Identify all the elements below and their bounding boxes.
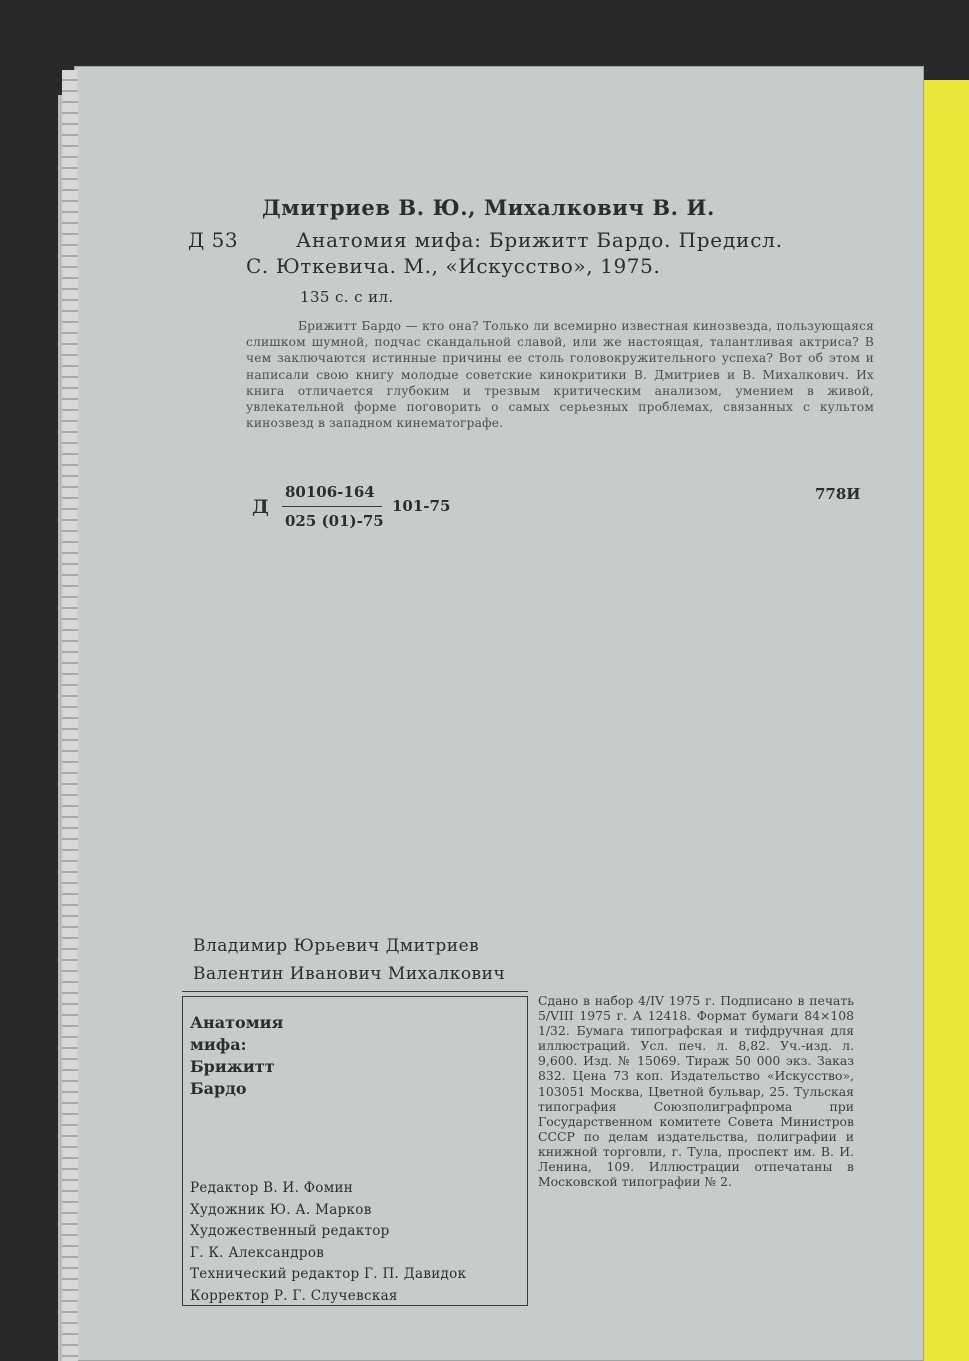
index-fraction-top: 80106-164 (285, 483, 375, 501)
credit-line: Редактор В. И. Фомин (190, 1180, 354, 1196)
credit-line: Художественный редактор (190, 1223, 390, 1239)
catalog-pages: 135 с. с ил. (300, 288, 394, 306)
index-fraction-right: 101-75 (392, 497, 451, 515)
catalog-authors: Дмитриев В. Ю., Михалкович В. И. (262, 195, 715, 220)
credit-line: Корректор Р. Г. Случевская (190, 1287, 398, 1304)
catalog-title-line-1: Анатомия мифа: Брижитт Бардо. Предисл. (296, 228, 783, 252)
catalog-title-line-2: С. Юткевича. М., «Искусство», 1975. (246, 254, 661, 278)
credit-line: Технический редактор Г. П. Давидок (190, 1266, 467, 1282)
classification-code: 778И (815, 485, 861, 503)
index-letter: Д (252, 496, 269, 518)
credit-line: Художник Ю. А. Марков (190, 1201, 372, 1218)
author-1-full-name: Владимир Юрьевич Дмитриев (193, 936, 480, 956)
book-title-line: Брижитт (190, 1057, 275, 1076)
book-title-line: Анатомия (190, 1013, 284, 1032)
imprint-book-title (190, 1012, 283, 1100)
index-fraction-bottom: 025 (01)-75 (285, 512, 384, 530)
author-2-full-name: Валентин Иванович Михалкович (193, 964, 506, 984)
catalog-code: Д 53 (188, 228, 239, 252)
imprint-top-rule (182, 991, 528, 992)
fraction-bar (282, 506, 382, 507)
imprint-colophon: Сдано в набор 4/IV 1975 г. Подписано в печать 5/VIII 1975 г. А 12418. Формат бумаги 84×108 1/32. Бумага типографская и тифдручная для иллюстраций. Усл. печ. л. 8,82. Уч.-изд. л. 9,600. Изд. № 15069. Тираж 50 000 экз. Заказ 832. Цена 73 коп. Издательство «Искусство», 103051 Москва, Цветной бульвар, 25. Тульская типография Союзполиграфпрома при Государственном комитете Совета Министров СССР по делам издательства, полиграфии и книжной торговли, г. Тула, проспект им. В. И. Ленина, 109. Иллюстрации отпечатаны в Московской типографии № 2. (538, 993, 854, 1190)
credit-line: Г. К. Александров (190, 1244, 325, 1261)
page-left-edge (62, 70, 78, 1361)
book-title-line: Бардо (190, 1079, 247, 1098)
book-title-line: мифа: (190, 1035, 247, 1054)
imprint-credits (190, 1178, 466, 1307)
catalog-annotation: Брижитт Бардо — кто она? Только ли всемирно известная кинозвезда, пользующаяся слишком шумной, подчас скандальной славой, или же настоящая, талантливая актриса? В чем заключаются истинные причины ее столь головокружительного успеха? Вот об этом и написали свою книгу молодые советские кинокритики В. Дмитриев и В. Михалкович. Их книга отличается глубоким и трезвым критическим анализом, умением в живой, увлекательной форме поговорить о самых серьезных проблемах, связанных с культом кинозвезд в западном кинематографе. (246, 319, 874, 431)
